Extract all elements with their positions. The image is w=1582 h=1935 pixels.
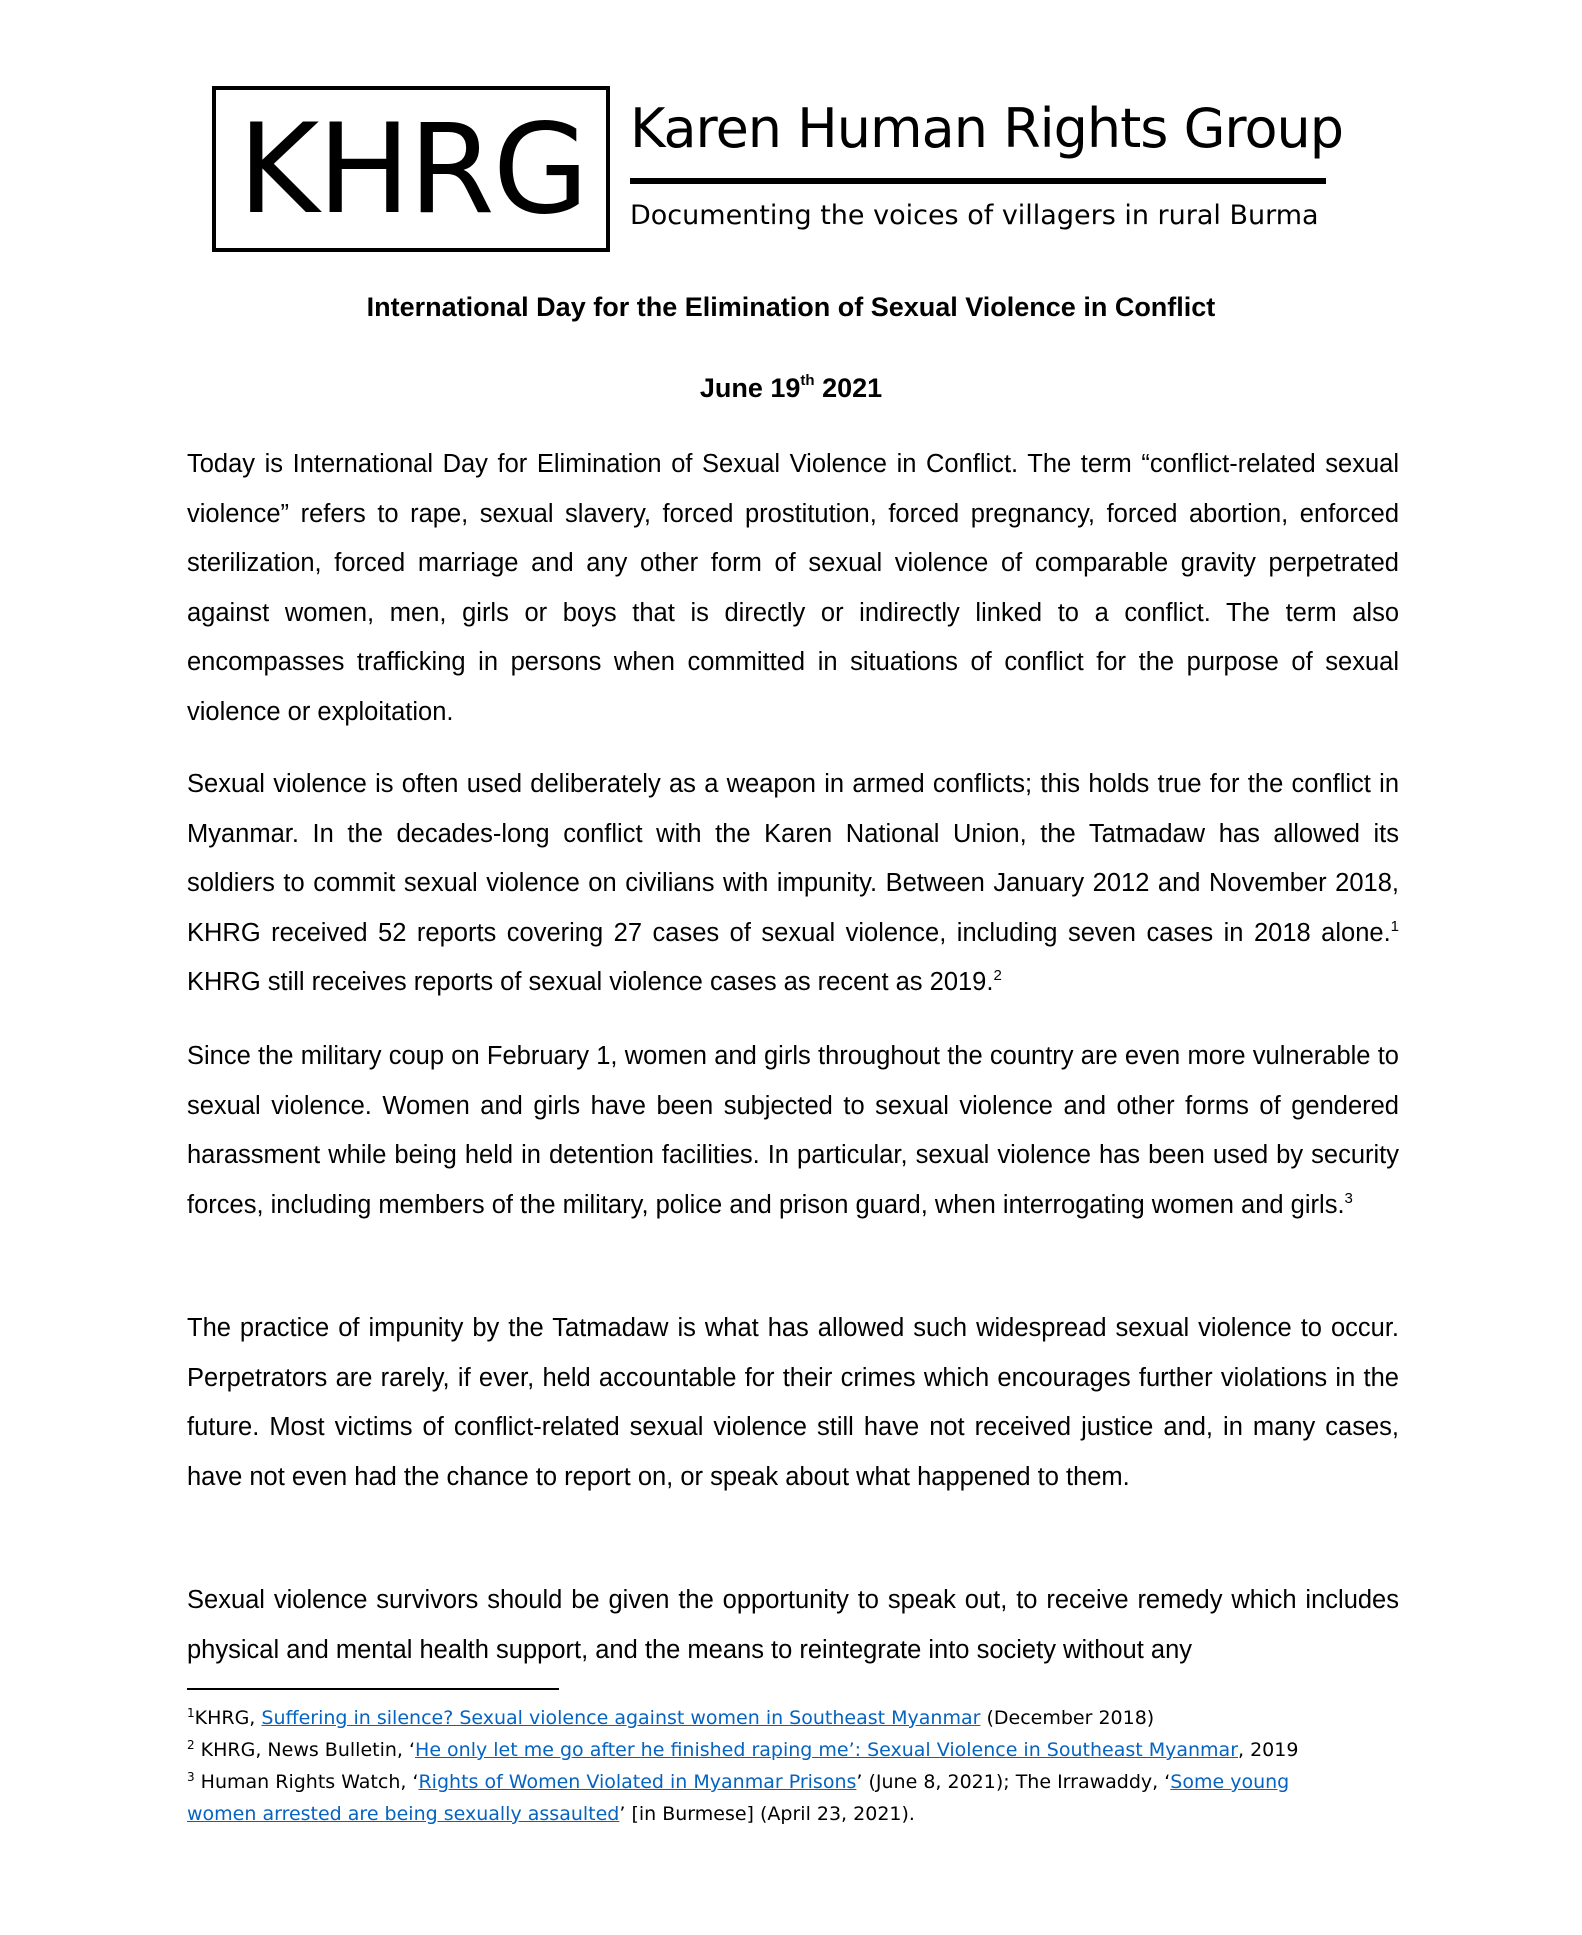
- footnote-text: , 2019: [1238, 1739, 1299, 1761]
- footnote-text: (December 2018): [980, 1707, 1155, 1729]
- logo-tagline: Documenting the voices of villagers in rural Burma: [630, 200, 1319, 231]
- footnote-2: [187, 1734, 1347, 1766]
- footnote-text: ’ (June 8, 2021); The Irrawaddy, ‘: [856, 1771, 1171, 1793]
- footnote-3: [187, 1766, 1347, 1830]
- footnote-number: 3: [187, 1770, 195, 1784]
- paragraph-1: Today is International Day for Elimination of Sexual Violence in Conflict. The term “conflict-related sexual violence” refers to rape, sexual slavery, forced prostitution, forced pregnancy, forced abortion, enforced sterilization, forced marriage and any other form of sexual violence of comparable gravity perpetrated against women, men, girls or boys that is directly or indirectly linked to a conflict. The term also encompasses trafficking in persons when committed in situations of conflict for the purpose of sexual violence or exploitation.: [187, 450, 1399, 726]
- paragraph-2-text-b: KHRG still receives reports of sexual violence cases as recent as 2019.: [187, 968, 994, 996]
- footnote-ref-2[interactable]: 2: [993, 967, 1002, 984]
- paragraph-5: Sexual violence survivors should be given the opportunity to speak out, to receive remedy which includes physical and mental health support, and the means to reintegrate into society without any: [187, 1586, 1399, 1664]
- paragraph-2-text-a: Sexual violence is often used deliberately as a weapon in armed conflicts; this holds true for the conflict in Myanmar. In the decades-long conflict with the Karen National Union, the Tatmadaw has allowed its soldiers to commit sexual violence on civilians with impunity. Between January 2012 and November 2018, KHRG received 52 reports covering 27 cases of sexual violence, including seven cases in 2018 alone.: [187, 770, 1399, 947]
- footnote-text: KHRG,: [194, 1707, 262, 1729]
- logo-box: [212, 86, 610, 252]
- khrg-logo: [212, 86, 1343, 260]
- footnote-ref-1[interactable]: 1: [1390, 917, 1399, 935]
- logo-organization-name: Karen Human Rights Group: [630, 97, 1343, 160]
- footnote-link[interactable]: Suffering in silence? Sexual violence against women in Southeast Myanmar: [261, 1707, 981, 1729]
- document-date: [0, 373, 1582, 404]
- footnote-text: KHRG, News Bulletin, ‘: [194, 1739, 416, 1761]
- footnote-number: 1: [187, 1706, 195, 1720]
- logo-abbreviation: KHRG: [238, 98, 587, 242]
- footnote-ref-3[interactable]: 3: [1344, 1189, 1353, 1207]
- paragraph-2: [187, 760, 1399, 1008]
- footnote-text: ’ [in Burmese] (April 23, 2021).: [619, 1803, 915, 1825]
- footnote-number: 2: [187, 1738, 195, 1752]
- footnote-separator: [187, 1688, 559, 1690]
- document-title: International Day for the Elimination of Sexual Violence in Conflict: [366, 292, 1216, 322]
- footnote-link[interactable]: Some young women arrested are being sexually assaulted: [187, 1771, 1290, 1825]
- footnote-1: [187, 1702, 1347, 1734]
- logo-divider: [630, 178, 1326, 184]
- date-year: 2021: [822, 373, 883, 403]
- paragraph-3: [187, 1032, 1399, 1230]
- footnotes: [187, 1702, 1347, 1830]
- footnote-link[interactable]: Rights of Women Violated in Myanmar Prisons: [418, 1771, 857, 1793]
- date-suffix: th: [800, 372, 815, 389]
- date-month-day: June 19: [699, 373, 801, 403]
- footnote-link[interactable]: He only let me go after he finished raping me’: Sexual Violence in Southeast Myanmar: [415, 1739, 1239, 1761]
- paragraph-4: The practice of impunity by the Tatmadaw is what has allowed such widespread sexual violence to occur. Perpetrators are rarely, if ever, held accountable for their crimes which encourages further violations in the future. Most victims of conflict-related sexual violence still have not received justice and, in many cases, have not even had the chance to report on, or speak about what happened to them.: [187, 1314, 1399, 1491]
- paragraph-3-text: Since the military coup on February 1, women and girls throughout the country are even more vulnerable to sexual violence. Women and girls have been subjected to sexual violence and other forms of gendered harassment while being held in detention facilities. In particular, sexual violence has been used by security forces, including members of the military, police and prison guard, when interrogating women and girls.: [187, 1042, 1399, 1219]
- footnote-text: Human Rights Watch, ‘: [194, 1771, 419, 1793]
